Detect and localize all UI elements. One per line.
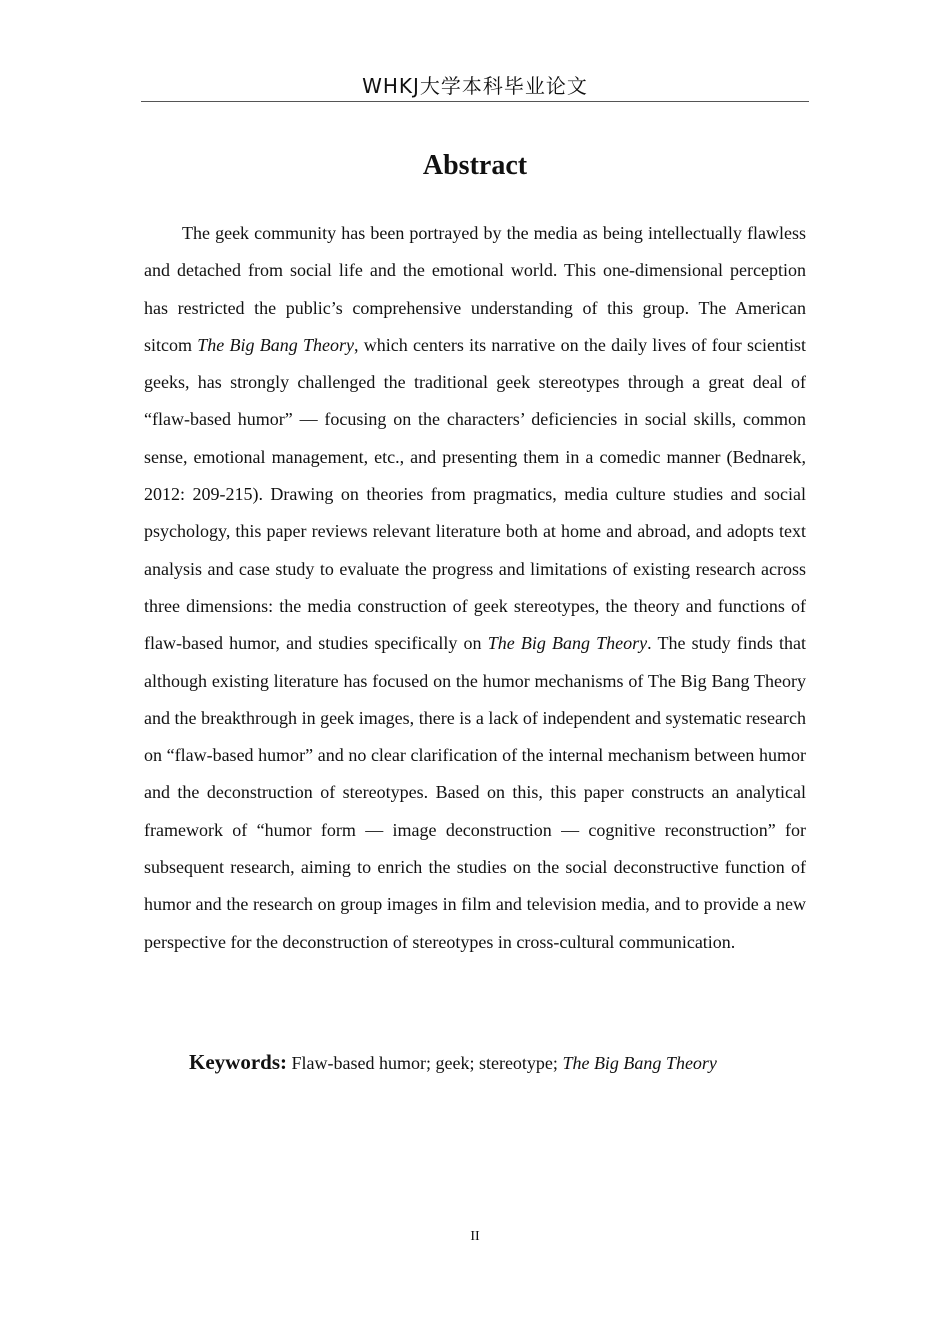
abstract-body [144,215,806,961]
keywords-line [189,1044,809,1081]
keywords-italic-title: The Big Bang Theory [562,1053,717,1073]
keywords-text: Flaw-based humor; geek; stereotype; [287,1053,563,1073]
keywords-label: Keywords: [189,1050,287,1074]
abstract-text-part-2: , which centers its narrative on the daily lives of four scientist geeks, has strongly challenged the traditional geek stereotypes through a great deal of “flaw-based humor” — focusing on the characters’ deficiencies in social skills, common sense, emotional management, etc., and presenting them in a comedic manner (Bednarek, 2012: 209-215). Drawing on theories from pragmatics, media culture studies and social psychology, this paper reviews relevant literature both at home and abroad, and adopts text analysis and case study to evaluate the progress and limitations of existing research across three dimensions: the media construction of geek stereotypes, the theory and functions of flaw-based humor, and studies specifically on [144,334,807,654]
abstract-italic-title-1: The Big Bang Theory [197,334,354,355]
abstract-text-part-3: . The study finds that although existing literature has focused on the humor mechanisms of The Big Bang Theory and the breakthrough in geek images, there is a lack of independent and systematic research on “flaw-based humor” and no clear clarification of the internal mechanism between humor and the deconstruction of stereotypes. Based on this, this paper constructs an analytical framework of “humor form — image deconstruction — cognitive reconstruction” for subsequent research, aiming to enrich the studies on the social deconstructive function of humor and the research on group images in film and television media, and to provide a new perspective for the deconstruction of stereotypes in cross-cultural communication. [144,633,806,952]
abstract-text-part-1: The geek community has been portrayed by the media as being intellectually flawless and detached from social life and the emotional world. This one-dimensional perception has restricted the public’s comprehensive understanding of this group. The American sitcom [144,223,806,355]
page-number: II [470,1229,480,1244]
page-title: Abstract [422,150,528,181]
abstract-italic-title-2: The Big Bang Theory [487,633,648,654]
header-divider [141,101,809,102]
running-header: WHKJ大学本科毕业论文 [362,74,588,98]
abstract-paragraph [144,215,806,961]
